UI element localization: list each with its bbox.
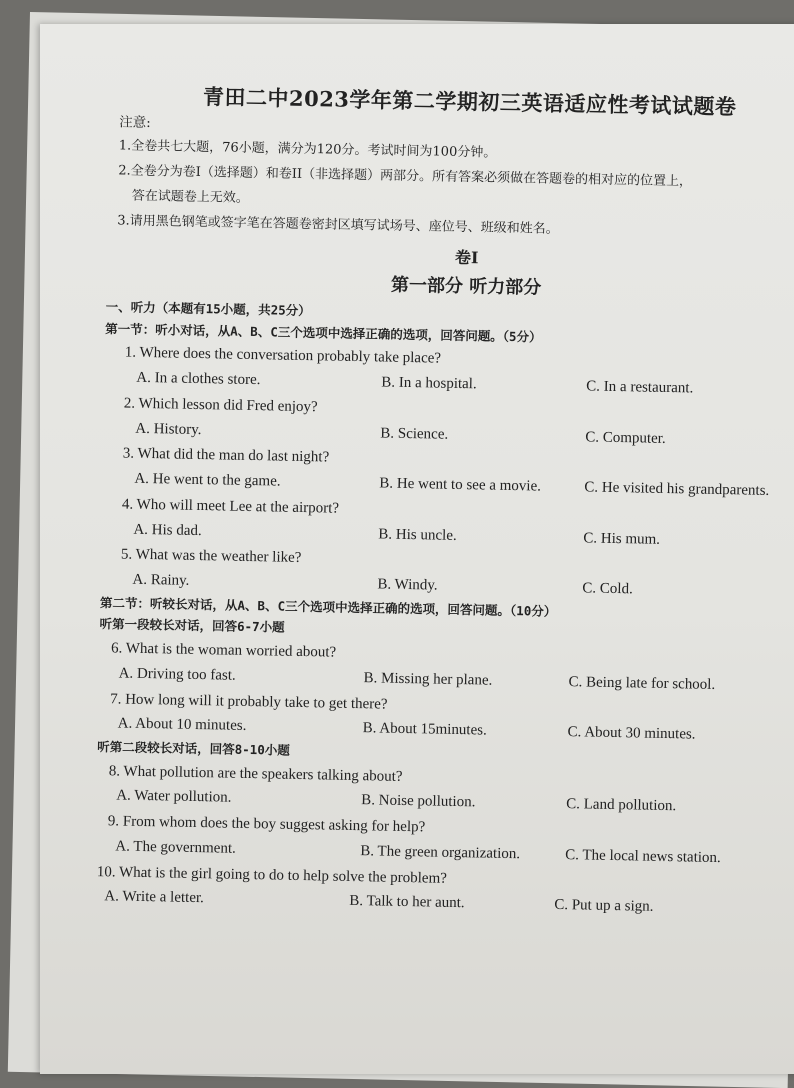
option-b: B. Science.	[380, 424, 449, 443]
options-1	[136, 369, 754, 400]
option-b: B. Missing her plane.	[363, 669, 493, 689]
option-b: B. Talk to her aunt.	[349, 893, 465, 912]
dialog-2-heading: 听第二段较长对话，回答8-10小题	[97, 739, 290, 758]
option-a: A. Driving too fast.	[118, 665, 236, 684]
options-6	[118, 664, 748, 695]
option-a: A. His dad.	[133, 521, 202, 539]
option-c: C. His mum.	[583, 529, 661, 548]
option-c: C. Land pollution.	[566, 796, 677, 815]
option-a: A. About 10 minutes.	[117, 715, 247, 735]
options-9	[115, 837, 745, 868]
option-b: B. In a hospital.	[381, 374, 477, 393]
question-8: 8. What pollution are the speakers talking about?	[108, 762, 403, 785]
option-a: A. He went to the game.	[134, 470, 281, 490]
option-b: B. About 15minutes.	[362, 720, 487, 739]
option-c: C. Put up a sign.	[554, 897, 654, 916]
question-10: 10. What is the girl going to do to help solve the problem?	[96, 863, 448, 887]
options-8	[116, 787, 746, 818]
notes-label: 注意:	[119, 114, 151, 132]
options-3	[134, 470, 770, 501]
question-4: 4. Who will meet Lee at the airport?	[121, 496, 340, 517]
options-2	[135, 419, 753, 450]
option-b: B. The green organization.	[360, 843, 521, 863]
option-c: C. About 30 minutes.	[567, 724, 696, 743]
section-1-instructions: 第一节：听小对话，从A、B、C三个选项中选择正确的选项，回答问题。（5分）	[105, 320, 542, 345]
exam-content	[84, 82, 770, 925]
option-a: A. Water pollution.	[116, 787, 232, 807]
note-1: 1.全卷共七大题，76小题，满分为120分。考试时间为100分钟。	[118, 138, 497, 161]
question-2: 2. Which lesson did Fred enjoy?	[123, 395, 318, 415]
option-b: B. Windy.	[377, 576, 438, 594]
option-a: A. The government.	[115, 838, 236, 857]
section-heading: 一、听力（本题有15小题，共25分）	[105, 299, 311, 319]
options-10	[104, 888, 744, 919]
option-c: C. The local news station.	[565, 846, 721, 866]
options-4	[133, 520, 751, 551]
question-5: 5. What was the weather like?	[120, 546, 302, 567]
question-7: 7. How long will it probably take to get there?	[110, 690, 388, 713]
question-3: 3. What did the man do last night?	[122, 445, 330, 466]
option-c: C. He visited his grandparents.	[584, 479, 770, 499]
option-b: B. He went to see a movie.	[379, 475, 542, 495]
exam-title: 青田二中2023学年第二学期初三英语适应性考试试题卷	[202, 83, 737, 120]
option-a: A. History.	[135, 420, 202, 438]
note-3: 3.请用黑色钢笔或签字笔在答题卷密封区填写试场号、座位号、班级和姓名。	[117, 213, 559, 237]
volume-heading: 卷I	[454, 247, 479, 267]
question-6: 6. What is the woman worried about?	[110, 640, 337, 661]
note-2-cont: 答在试题卷上无效。	[131, 188, 249, 206]
section-2-instructions: 第二节：听较长对话，从A、B、C三个选项中选择正确的选项，回答问题。（10分）	[99, 594, 557, 619]
question-1: 1. Where does the conversation probably take place?	[124, 344, 442, 367]
option-a: A. In a clothes store.	[136, 369, 261, 389]
option-c: C. In a restaurant.	[586, 378, 694, 397]
option-c: C. Computer.	[585, 428, 666, 447]
note-2: 2.全卷分为卷I（选择题）和卷II（非选择题）两部分。所有答案必须做在答题卷的相对应的位置上，	[118, 163, 693, 190]
option-a: A. Write a letter.	[104, 888, 204, 907]
option-c: C. Cold.	[582, 580, 633, 598]
option-c: C. Being late for school.	[568, 673, 716, 693]
option-a: A. Rainy.	[132, 571, 190, 589]
option-b: B. Noise pollution.	[361, 792, 476, 811]
question-9: 9. From whom does the boy suggest asking for help?	[107, 813, 426, 836]
part-title: 第一部分 听力部分	[390, 274, 542, 299]
option-b: B. His uncle.	[378, 525, 457, 544]
dialog-1-heading: 听第一段较长对话，回答6-7小题	[99, 616, 285, 636]
